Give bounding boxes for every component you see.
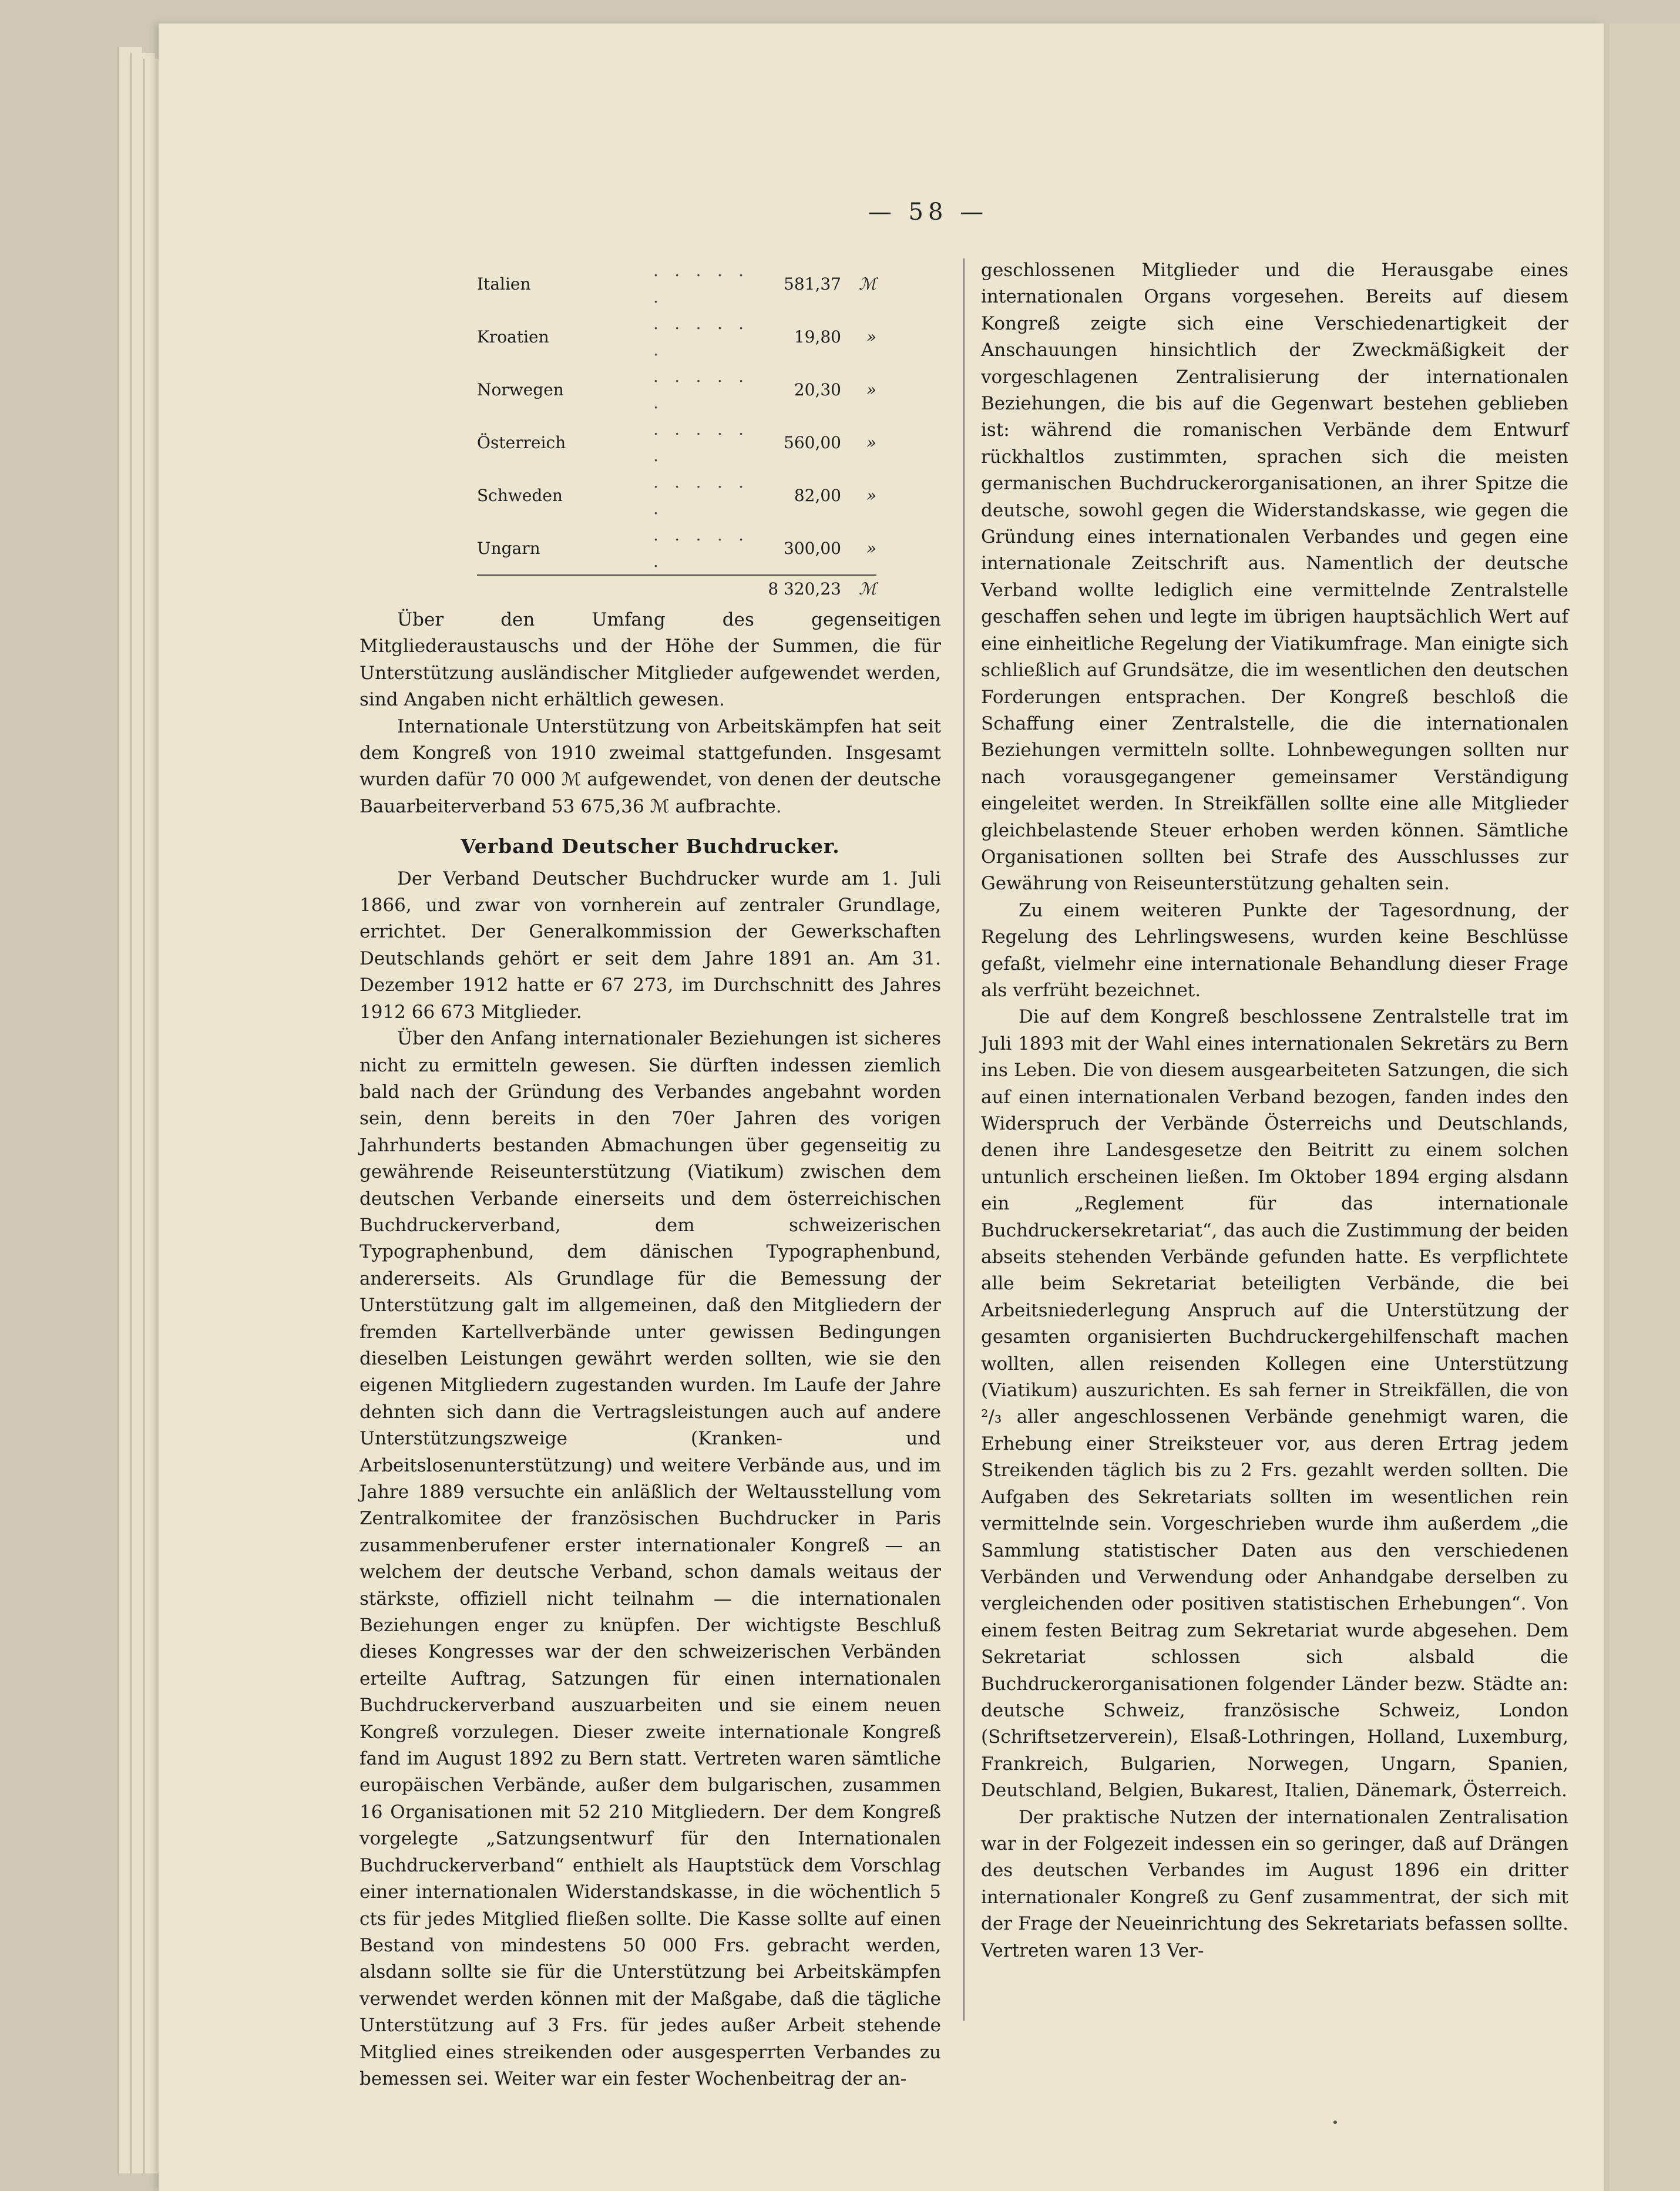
- leader-dots: . . . . . .: [653, 367, 747, 412]
- amount: 581,37: [784, 274, 841, 294]
- total-unit: ℳ: [841, 575, 876, 602]
- unit: »: [866, 485, 876, 505]
- table-row: [477, 257, 876, 310]
- left-column: [359, 257, 941, 2092]
- paragraph: geschlossenen Mitglieder und die Herausgabe eines internationalen Organs vorgesehen. Bereits auf diesem Kongreß zeigte sich eine Verschiedenartigkeit der Anschauungen hinsichtlich der Zweckmäßigkeit der vorgeschlagenen Zentralisierung der internationalen Beziehungen, die bis auf die Gegenwart bestehen geblieben ist: während die romanischen Verbände dem Entwurf rückhaltlos zustimmten, sprachen sich die meisten germanischen Buchdruckerorganisationen, an ihrer Spitze die deutsche, sowohl gegen die Widerstandskasse, wie gegen die Gründung eines internationalen Verbandes und gegen eine internationale Zeitschrift aus. Namentlich der deutsche Verband wollte lediglich eine vermittelnde Zentralstelle geschaffen sehen und legte im übrigen hauptsächlich Wert auf eine einheitliche Regelung der Viatikumfrage. Man einigte sich schließlich auf Grundsätze, die im wesentlichen den deutschen Forderungen entsprachen. Der Kongreß beschloß die Schaffung einer Zentralstelle, die die internationalen Beziehungen vermitteln sollte. Lohnbewegungen sollten nur nach vorausgegangener gemeinsamer Verständigung eingeleitet werden. In Streikfällen sollte eine alle Mitglieder gleichbelastende Steuer erhoben werden können. Sämtliche Organisationen sollten bei Strafe des Ausschlusses zur Gewährung von Reiseunterstützung gehalten sein.: [981, 260, 1568, 895]
- table-row: [477, 310, 876, 363]
- table-total-row: [477, 575, 876, 602]
- paragraph: Über den Anfang internationaler Beziehungen ist sicheres nicht zu ermitteln gewesen. Sie dürften indessen ziemlich bald nach der Gründung des Verbandes angebahnt worden sein, denn bereits in den 70er Jahren des vorigen Jahrhunderts bestanden Abmachungen über gegenseitig zu gewährende Reiseunterstützung (Viatikum) zwischen dem deutschen Verbande einerseits und dem österreichischen Buchdruckerverband, dem schweizerischen Typographenbund, dem dänischen Typographenbund, andererseits. Als Grundlage für die Bemessung der Unterstützung galt im allgemeinen, daß den Mitgliedern der fremden Kartellverbände unter gewissen Bedingungen dieselben Leistungen gewährt werden sollten, wie sie den eigenen Mitgliedern zugestanden wurden. Im Laufe der Jahre dehnten sich dann die Vertragsleistungen auch auf andere Unterstützungszweige (Kranken- und Arbeitslosenunterstützung) und weitere Verbände aus, und im Jahre 1889 versuchte ein anläßlich der Weltausstellung vom Zentralkomitee der französischen Buchdrucker in Paris zusammenberufener erster internationaler Kongreß — an welchem der deutsche Verband, schon damals weitaus der stärkste, offiziell nicht teilnahm — die internationalen Beziehungen enger zu knüpfen. Der wichtigste Beschluß dieses Kongresses war der den schweizerischen Verbänden erteilte Auftrag, Satzungen für einen internationalen Buchdruckerverband auszuarbeiten und sie einem neuen Kongreß vorzulegen. Dieser zweite internationale Kongreß fand im August 1892 zu Bern statt. Vertreten waren sämtliche europäischen Verbände, außer dem bulgarischen, zusammen 16 Organisationen mit 52 210 Mitgliedern. Der dem Kongreß vorgelegte „Satzungsentwurf für den Internationalen Buchdruckerverband“ enthielt als Hauptstück dem Vorschlag einer internationalen Widerstandskasse, in die wöchentlich 5 cts für jedes Mitglied fließen sollte. Die Kasse sollte auf einen Bestand von mindestens 50 000 Frs. gebracht werden, alsdann sollte sie für die Unterstützung bei Arbeitskämpfen verwendet werden können mit der Maßgabe, daß die tägliche Unterstützung auf 3 Frs. für jedes außer Arbeit stehende Mitglied eines streikenden oder ausgesperrten Verbandes zu bemessen sei. Weiter war ein fester Wochenbeitrag der an-: [359, 1028, 941, 2089]
- paper-speck: [1333, 2121, 1337, 2124]
- country-totals-table: [477, 257, 876, 602]
- table-row: [477, 416, 876, 469]
- leader-dots: . . . . . .: [653, 314, 747, 359]
- leader-dots: . . . . . .: [653, 525, 747, 571]
- paragraph: Der praktische Nutzen der internationalen Zentralisation war in der Folgezeit indessen ein so geringer, daß auf Drängen des deutschen Verbandes im August 1896 ein dritter internationaler Kongreß zu Genf zusammentrat, der sich mit der Frage der Neueinrichtung des Sekretariats befassen sollte. Vertreten waren 13 Ver-: [981, 1806, 1568, 1961]
- table-row: [477, 363, 876, 416]
- unit: »: [866, 538, 876, 558]
- country-name: Ungarn: [477, 538, 540, 558]
- country-name: Norwegen: [477, 379, 564, 399]
- amount: 300,00: [784, 538, 841, 558]
- unit: ℳ: [859, 274, 876, 294]
- leader-dots: . . . . . .: [653, 261, 747, 307]
- unit: »: [866, 432, 876, 452]
- amount: 82,00: [794, 485, 841, 505]
- column-divider: [963, 258, 965, 2021]
- country-name: Schweden: [477, 485, 563, 505]
- scan-background-right: [1610, 23, 1680, 2191]
- paragraph: Internationale Unterstützung von Arbeitskämpfen hat seit dem Kongreß von 1910 zweimal stattgefunden. Insgesamt wurden dafür 70 000 ℳ aufgewendet, von denen der deutsche Bauarbeiterverband 53 675,36 ℳ aufbrachte.: [359, 715, 941, 817]
- country-name: Österreich: [477, 432, 566, 452]
- unit: »: [866, 327, 876, 347]
- table-row: [477, 522, 876, 575]
- unit: »: [866, 379, 876, 399]
- paragraph: Die auf dem Kongreß beschlossene Zentralstelle trat im Juli 1893 mit der Wahl eines internationalen Sekretärs zu Bern ins Leben. Die von diesem ausgearbeiteten Satzungen, die sich auf einen internationalen Verband bezogen, fanden indes den Widerspruch der Verbände Österreichs und Deutschlands, denen ihre Landesgesetze den Beitritt zu einem solchen untunlich erscheinen ließen. Im Oktober 1894 erging alsdann ein „Reglement für das internationale Buchdruckersekretariat“, das auch die Zustimmung der beiden abseits stehenden Verbände gefunden hatte. Es verpflichtete alle beim Sekretariat beteiligten Verbände, die bei Arbeitsniederlegung Anspruch auf die Unterstützung der gesamten organisierten Buchdruckergehilfenschaft machen wollten, allen reisenden Kollegen eine Unterstützung (Viatikum) auszurichten. Es sah ferner in Streikfällen, die von ²/₃ aller angeschlossenen Verbände genehmigt waren, die Erhebung einer Streiksteuer vor, aus deren Ertrag jedem Streikenden täglich bis zu 2 Frs. gezahlt werden sollten. Die Aufgaben des Sekretariats sollten im wesentlichen rein vermittelnde sein. Vorgeschrieben wurde ihm außerdem „die Sammlung statistischer Daten aus den verschiedenen Verbänden und Verwendung oder Anhandgabe derselben zu vergleichenden oder positiven statistischen Erhebungen“. Von einem festen Beitrag zum Sekretariat wurde abgesehen. Dem Sekretariat schlossen sich alsbald die Buchdruckerorganisationen folgender Länder bezw. Städte an: deutsche Schweiz, französische Schweiz, London (Schriftsetzerverein), Elsaß-Lothringen, Holland, Luxemburg, Frankreich, Bulgarien, Norwegen, Ungarn, Spanien, Deutschland, Belgien, Bukarest, Italien, Dänemark, Österreich.: [981, 1006, 1568, 1802]
- amount: 19,80: [794, 327, 841, 347]
- amount: 560,00: [784, 432, 841, 452]
- amount: 20,30: [794, 379, 841, 399]
- paragraph: Zu einem weiteren Punkte der Tagesordnung, der Regelung des Lehrlingswesens, wurden keine Beschlüsse gefaßt, vielmehr eine internationale Behandlung dieser Frage als verfrüht bezeichnet.: [981, 899, 1568, 1001]
- leader-dots: . . . . . .: [653, 419, 747, 465]
- right-column: [981, 257, 1568, 1964]
- leader-dots: . . . . . .: [653, 472, 747, 518]
- table-row: [477, 469, 876, 522]
- paragraph: Über den Umfang des gegenseitigen Mitgliederaustauschs und der Höhe der Summen, die für Unterstützung ausländischer Mitglieder aufgewendet werden, sind Angaben nicht erhältlich gewesen.: [359, 609, 941, 711]
- country-name: Italien: [477, 274, 531, 294]
- total-amount: 8 320,23: [747, 575, 841, 602]
- page-number: — 58 —: [868, 199, 989, 226]
- paragraph: Der Verband Deutscher Buchdrucker wurde am 1. Juli 1866, und zwar von vornherein auf zentraler Grundlage, errichtet. Der Generalkommission der Gewerkschaften Deutschlands gehört er seit dem Jahre 1891 an. Am 31. Dezember 1912 hatte er 67 273, im Durchschnitt des Jahres 1912 66 673 Mitglieder.: [359, 868, 941, 1023]
- section-heading: Verband Deutscher Buchdrucker.: [461, 835, 840, 858]
- country-name: Kroatien: [477, 327, 549, 347]
